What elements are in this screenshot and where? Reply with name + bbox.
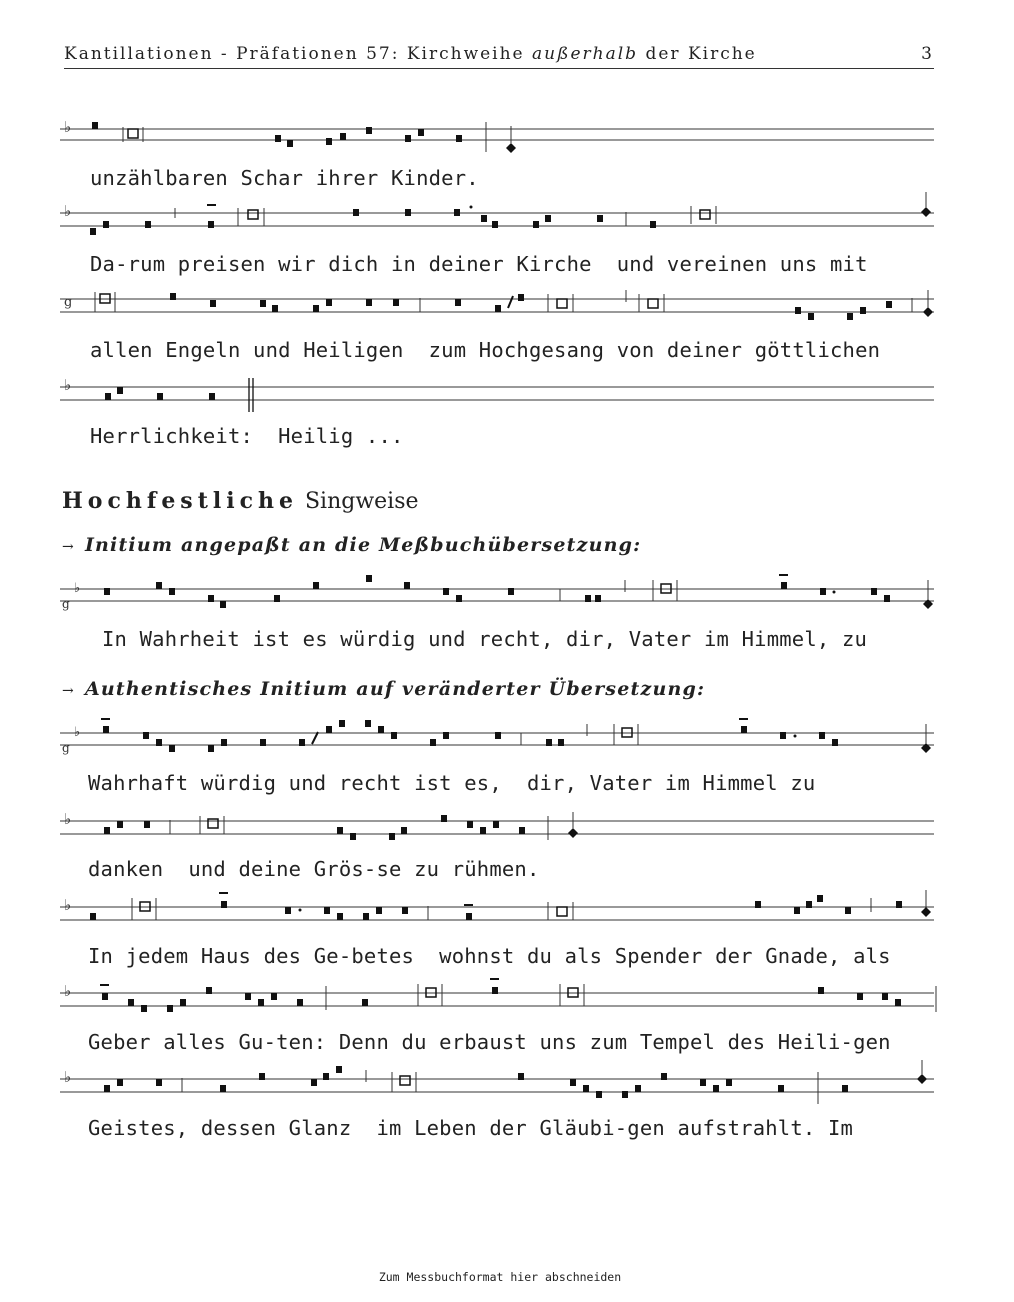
staff-7-graphic xyxy=(60,810,934,850)
svg-text:♭: ♭ xyxy=(74,725,81,740)
svg-text:g: g xyxy=(62,597,70,611)
svg-text:♭: ♭ xyxy=(64,810,72,828)
lyric-line-2: Da-rum preisen wir dich in deiner Kirche und vereinen uns mit xyxy=(90,252,868,276)
lyric-line-9: Geber alles Gu-ten: Denn du erbaust uns zum Tempel des Heili-gen xyxy=(88,1030,891,1054)
svg-text:♭: ♭ xyxy=(64,982,72,1000)
subheading-initium-2: → Authentisches Initium auf veränderter Übersetzung: xyxy=(62,678,706,700)
staff-9-graphic xyxy=(60,982,934,1022)
chant-staff-10 xyxy=(60,1068,934,1108)
lyric-line-7: danken und deine Grös-se zu rühmen. xyxy=(88,857,540,881)
lyric-line-6: Wahrhaft würdig und recht ist es, dir, Vater im Himmel zu xyxy=(88,771,816,795)
svg-text:♭: ♭ xyxy=(64,896,72,914)
chant-staff-1 xyxy=(60,118,934,158)
lyric-line-8: In jedem Haus des Ge-betes wohnst du als Spender der Gnade, als xyxy=(88,944,891,968)
page-header xyxy=(64,44,934,69)
staff-10-graphic xyxy=(60,1068,934,1108)
arrow-icon: → xyxy=(62,683,75,699)
chant-staff-9 xyxy=(60,982,934,1022)
chant-staff-2 xyxy=(60,202,934,242)
arrow-icon: → xyxy=(62,539,75,555)
staff-6-graphic xyxy=(60,724,934,764)
header-title: Kantillationen - Präfationen 57: Kirchweihe außerhalb der Kirche xyxy=(64,44,757,64)
cut-instruction: Zum Messbuchformat hier abschneiden xyxy=(378,1270,622,1284)
staff-8-graphic xyxy=(60,896,934,936)
svg-text:♭: ♭ xyxy=(74,581,81,596)
subheading-initium-1: → Initium angepaßt an die Meßbuchübersetzung: xyxy=(62,534,642,556)
chant-staff-4 xyxy=(60,376,934,416)
chant-staff-7 xyxy=(60,810,934,850)
svg-text:g: g xyxy=(64,295,73,310)
lyric-line-1: unzählbaren Schar ihrer Kinder. xyxy=(90,166,479,190)
staff-5-graphic xyxy=(60,580,934,620)
chant-staff-3 xyxy=(60,288,934,328)
staff-2-graphic xyxy=(60,202,934,242)
staff-3-graphic xyxy=(60,288,934,328)
section-title: Hochfestliche Singweise xyxy=(62,488,419,514)
svg-text:♭: ♭ xyxy=(64,376,72,394)
chant-staff-8 xyxy=(60,896,934,936)
svg-text:♭: ♭ xyxy=(64,202,72,220)
svg-text:♭: ♭ xyxy=(64,1068,72,1086)
lyric-line-5: In Wahrheit ist es würdig und recht, dir, Vater im Himmel, zu xyxy=(102,627,868,651)
svg-text:♭: ♭ xyxy=(64,118,72,136)
page-number: 3 xyxy=(921,44,934,64)
lyric-line-10: Geistes, dessen Glanz im Leben der Gläubi-gen aufstrahlt. Im xyxy=(88,1116,854,1140)
lyric-line-3: allen Engeln und Heiligen zum Hochgesang von deiner göttlichen xyxy=(90,338,881,362)
header-title-italic: außerhalb xyxy=(532,44,639,64)
lyric-line-4: Herrlichkeit: Heilig ... xyxy=(90,424,404,448)
chant-staff-6 xyxy=(60,724,934,764)
staff-1-graphic xyxy=(60,118,934,158)
svg-text:g: g xyxy=(62,741,70,755)
staff-4-graphic xyxy=(60,376,934,416)
chant-staff-5 xyxy=(60,580,934,620)
